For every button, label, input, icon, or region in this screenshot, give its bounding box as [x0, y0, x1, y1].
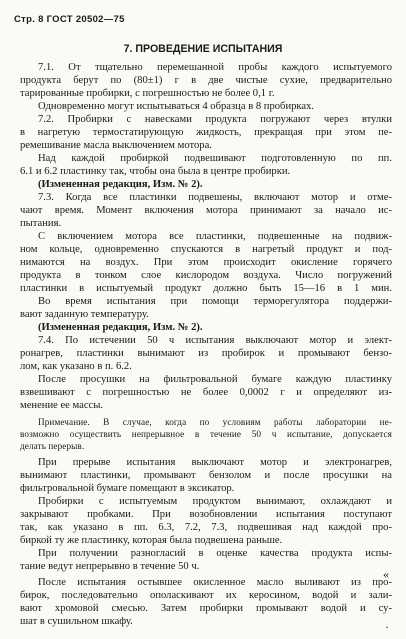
- margin-mark: ·: [385, 620, 389, 634]
- text-line: бирок, последовательно ополаскивают их керосином, водой и зали-: [20, 590, 392, 601]
- text-line: ном кольце, одновременно спускаются в нагретый продукт и под-: [20, 244, 392, 255]
- page-header: Стр. 8 ГОСТ 20502—75: [14, 14, 125, 25]
- text-line: Одновременно могут испытываться 4 образца в 8 пробирках.: [38, 101, 315, 112]
- text-line: вынимают пластинки, промывают бензолом и после просушки на: [20, 470, 392, 481]
- margin-mark: «: [383, 567, 389, 581]
- text-line: фильтровальной бумаге помещают в эксикатор.: [20, 483, 235, 494]
- note-line: делать перерыв.: [20, 441, 85, 451]
- text-line: При прерыве испытания выключают мотор и электронагрев,: [38, 457, 392, 468]
- text-line: ремешивание масла выключением мотора.: [20, 140, 212, 151]
- text-line: ронагрев, пластинки вынимают из пробирок и промывают бензо-: [20, 348, 392, 359]
- text-line: пластинки в испытуемый продукт должно быть 15—16 в 1 мин.: [20, 283, 392, 294]
- text-line: продукта берут по (80±1) г в две чистые сухие, предварительно: [20, 75, 392, 86]
- text-line: вают заданную температуру.: [20, 309, 149, 320]
- text-line: так, как указано в пп. 6.3, 7.2, 7.3, подвешивая над каждой про-: [20, 522, 392, 533]
- text-line: менение ее массы.: [20, 400, 104, 411]
- text-line: в нагретую термостатирующую жидкость, прекращая при этом пе-: [20, 127, 392, 138]
- text-line: 7.2. Пробирки с навесками продукта погружают через втулки: [38, 114, 392, 125]
- text-line: 7.3. Когда все пластинки подвешены, включают мотор и отме-: [38, 192, 392, 203]
- text-line: продукта в тонком слое кислородом воздуха. Число погружений: [20, 270, 392, 281]
- text-line: 7.4. По истечении 50 ч испытания выключают мотор и элект-: [38, 335, 392, 346]
- text-line: нимаются на воздух. При этом происходит окисление горячего: [20, 257, 392, 268]
- text-line: Пробирки с испытуемым продуктом вынимают, охлаждают и: [38, 496, 392, 507]
- text-line: чают время. Момент включения мотора принимают за начало ис-: [20, 205, 392, 216]
- text-line: биркой ту же пластинку, которая была подвешена раньше.: [20, 535, 283, 546]
- text-line: лом, как указано в п. 6.2.: [20, 361, 132, 372]
- text-line: закрывают пробками. При возобновлении испытания поступают: [20, 509, 392, 520]
- text-line: После испытания остывшее окисленное масло выливают из про-: [38, 577, 392, 588]
- note-line: Примечание. В случае, когда по условиям работы лаборатории не-: [38, 417, 392, 427]
- amendment-note: (Измененная редакция, Изм. № 2).: [38, 179, 203, 190]
- text-line: тарированные пробирки, с погрешностью не более 0,1 г.: [20, 88, 275, 99]
- text-line: тание ведут непрерывно в течение 50 ч.: [20, 561, 200, 572]
- note-line: возможно осуществить непрерывное в течение 50 ч испытание, допускается: [20, 429, 392, 439]
- text-line: 7.1. От тщательно перемешанной пробы каждого испытуемого: [38, 62, 392, 73]
- text-line: С включением мотора все пластинки, подвешенные на подвиж-: [38, 231, 392, 242]
- text-line: После просушки на фильтровальной бумаге каждую пластинку: [38, 374, 392, 385]
- text-line: взвешивают с погрешностью не более 0,0002 г и определяют из-: [20, 387, 392, 398]
- text-line: пытания.: [20, 218, 62, 229]
- text-line: вают хромовой смесью. Затем пробирки промывают водой и су-: [20, 603, 392, 614]
- text-line: При получении разногласий в оценке качества продукта испы-: [38, 548, 392, 559]
- text-line: Над каждой пробиркой подвешивают подготовленную по пп.: [38, 153, 392, 164]
- amendment-note: (Измененная редакция, Изм. № 2).: [38, 322, 203, 333]
- section-title: 7. ПРОВЕДЕНИЕ ИСПЫТАНИЯ: [123, 43, 283, 55]
- text-line: шат в сушильном шкафу.: [20, 616, 133, 627]
- text-line: 6.1 и 6.2 пластинку так, чтобы она была в центре пробирки.: [20, 166, 291, 177]
- text-line: Во время испытания при помощи терморегулятора поддержи-: [38, 296, 392, 307]
